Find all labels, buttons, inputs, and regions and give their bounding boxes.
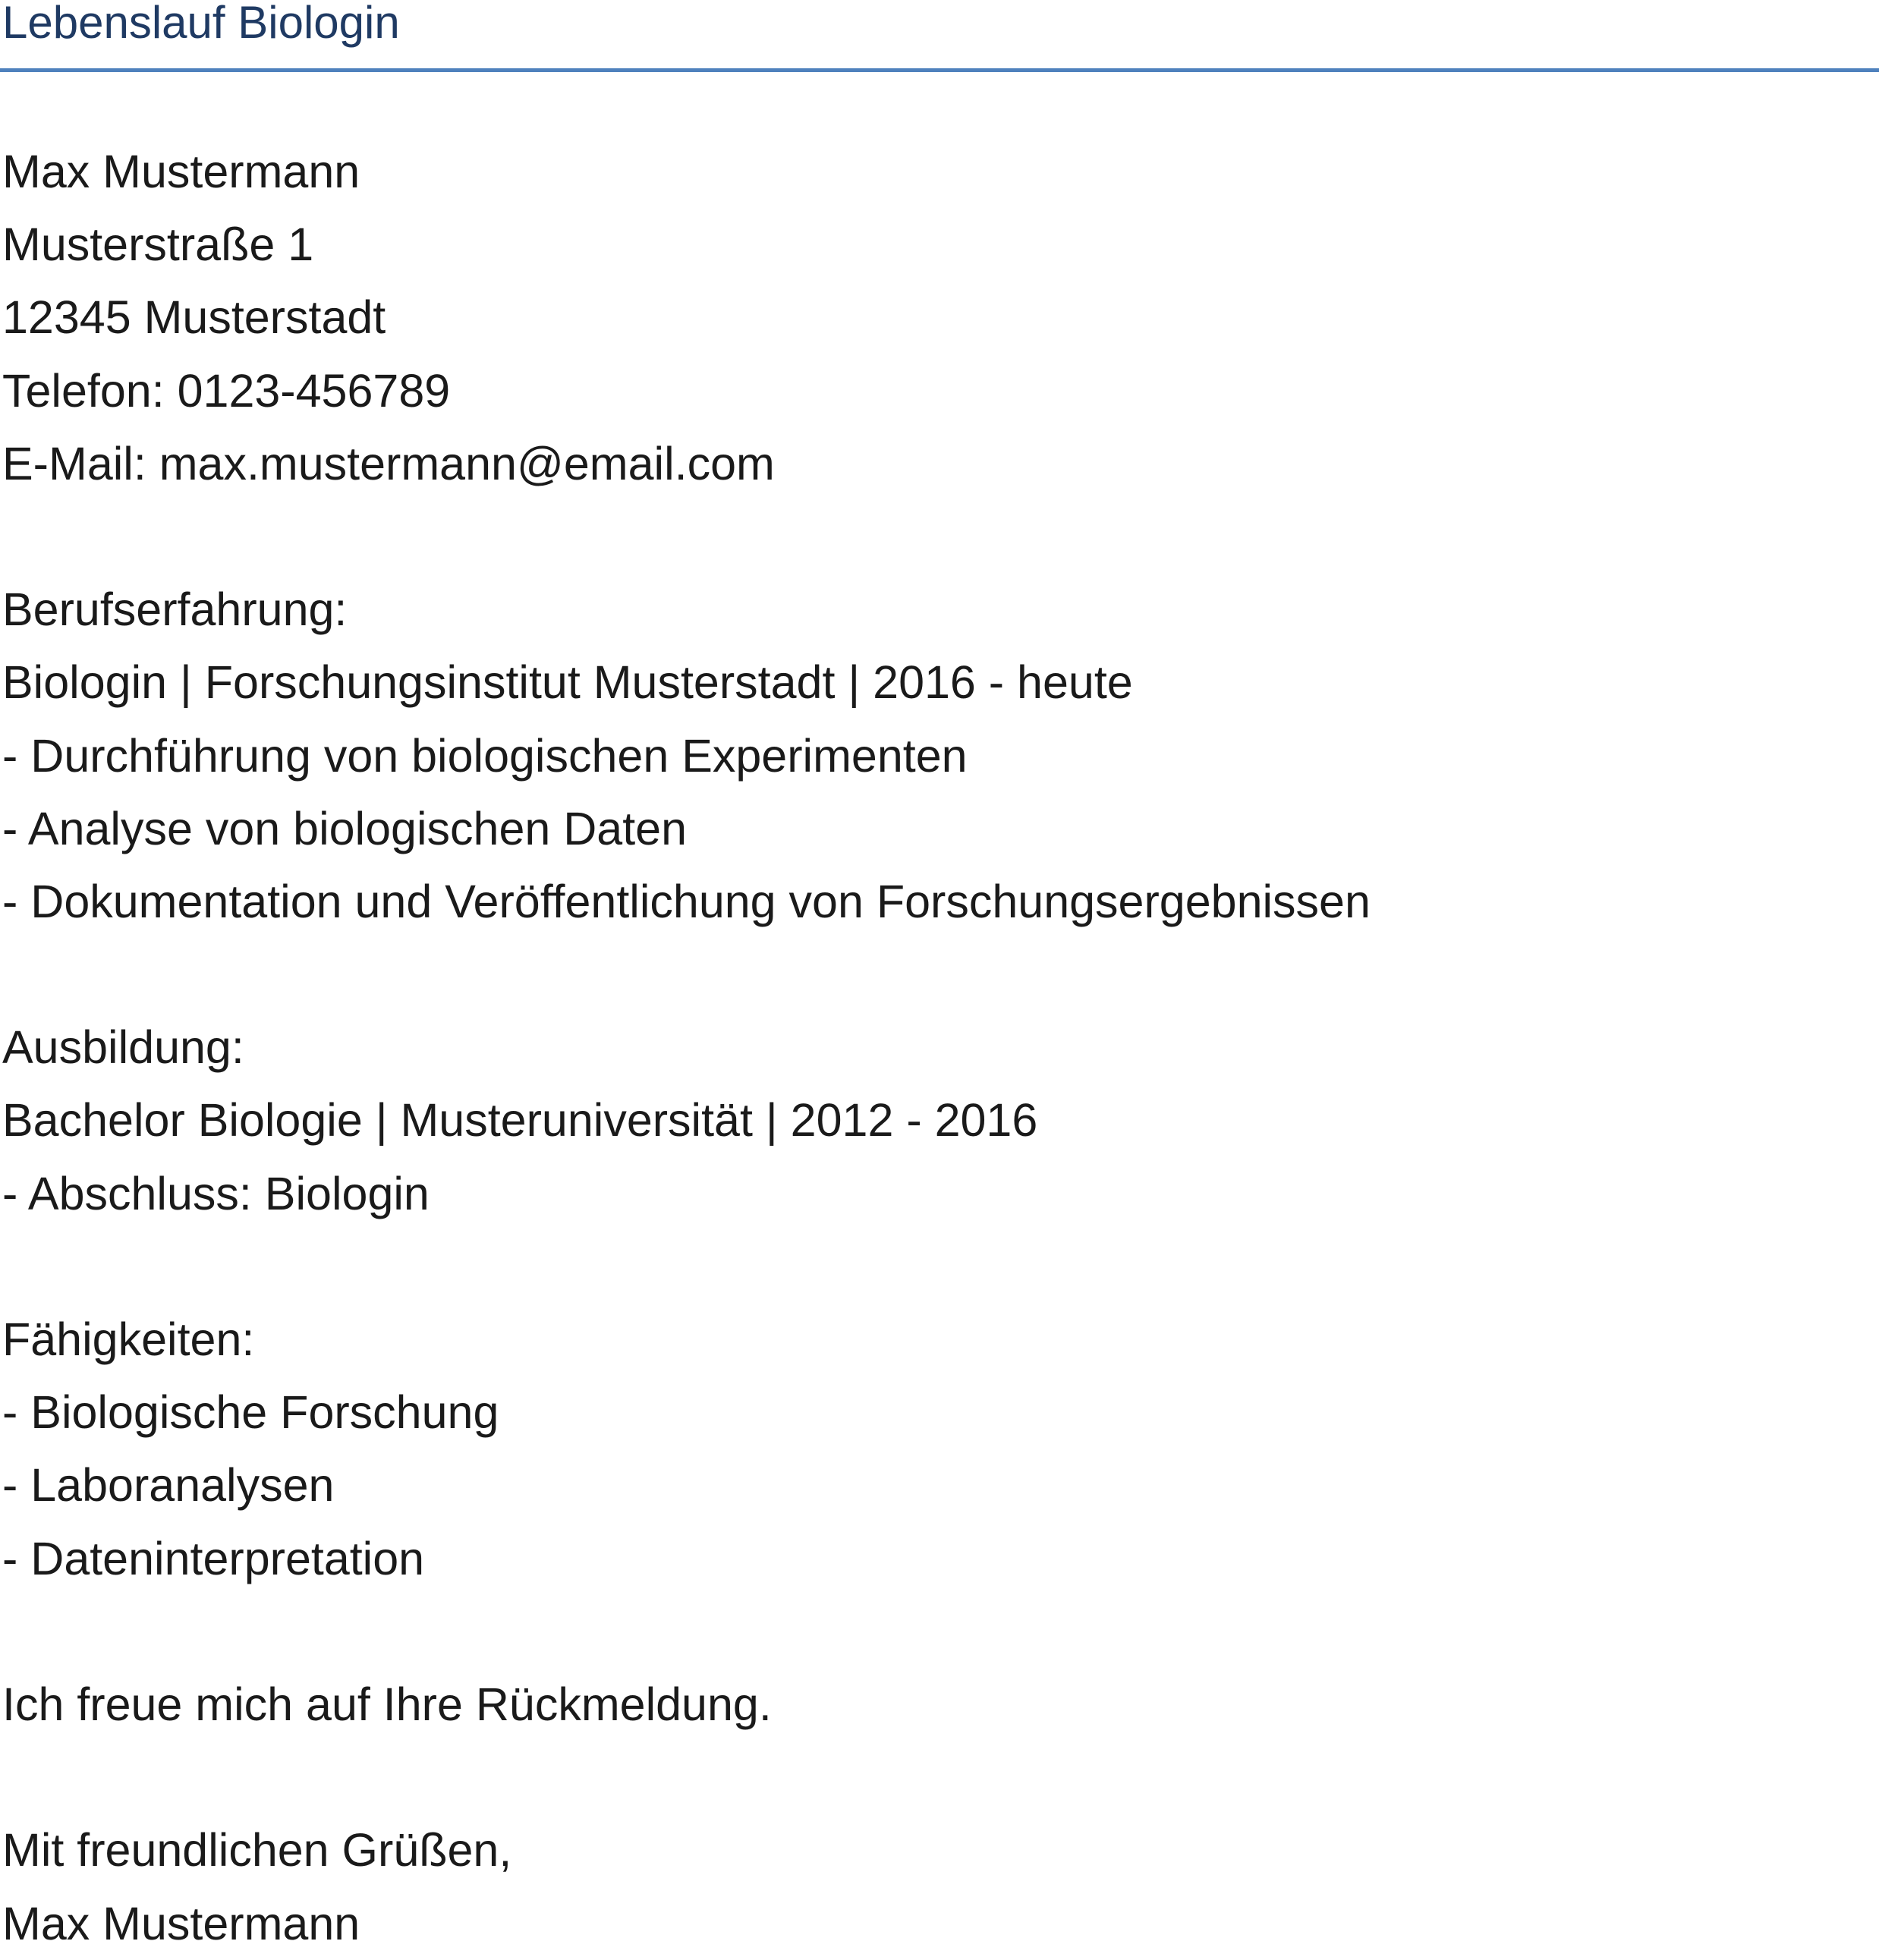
list-item: - Laboranalysen xyxy=(2,1459,335,1512)
list-item: - Durchführung von biologischen Experimenten xyxy=(2,729,968,782)
spacer xyxy=(2,500,1877,573)
contact-email: E-Mail: max.mustermann@email.com xyxy=(2,437,775,489)
spacer xyxy=(2,1595,1877,1668)
list-item: - Biologische Forschung xyxy=(2,1386,499,1439)
spacer xyxy=(2,1741,1877,1814)
contact-city: 12345 Musterstadt xyxy=(2,291,386,344)
title-divider xyxy=(0,68,1879,72)
education-heading: Ausbildung: xyxy=(2,1021,244,1074)
document-title: Lebenslauf Biologin xyxy=(2,0,400,48)
experience-position: Biologin | Forschungsinstitut Musterstadt | 2016 - heute xyxy=(2,656,1133,709)
spacer xyxy=(2,938,1877,1011)
education-degree: Bachelor Biologie | Musteruniversität | 2012 - 2016 xyxy=(2,1094,1038,1147)
contact-street: Musterstraße 1 xyxy=(2,219,314,271)
closing-text: Ich freue mich auf Ihre Rückmeldung. xyxy=(2,1678,772,1730)
contact-phone: Telefon: 0123-456789 xyxy=(2,364,451,417)
list-item: - Abschluss: Biologin xyxy=(2,1167,430,1219)
closing-greeting: Mit freundlichen Grüßen, xyxy=(2,1824,512,1877)
list-item: - Analyse von biologischen Daten xyxy=(2,802,688,854)
experience-heading: Berufserfahrung: xyxy=(2,584,348,636)
list-item: - Dateninterpretation xyxy=(2,1532,425,1584)
signature-name: Max Mustermann xyxy=(2,1897,360,1949)
contact-name: Max Mustermann xyxy=(2,146,360,197)
document-body xyxy=(2,135,1877,1960)
spacer xyxy=(2,1230,1877,1303)
skills-heading: Fähigkeiten: xyxy=(2,1313,255,1365)
list-item: - Dokumentation und Veröffentlichung von Forschungsergebnissen xyxy=(2,875,1371,927)
